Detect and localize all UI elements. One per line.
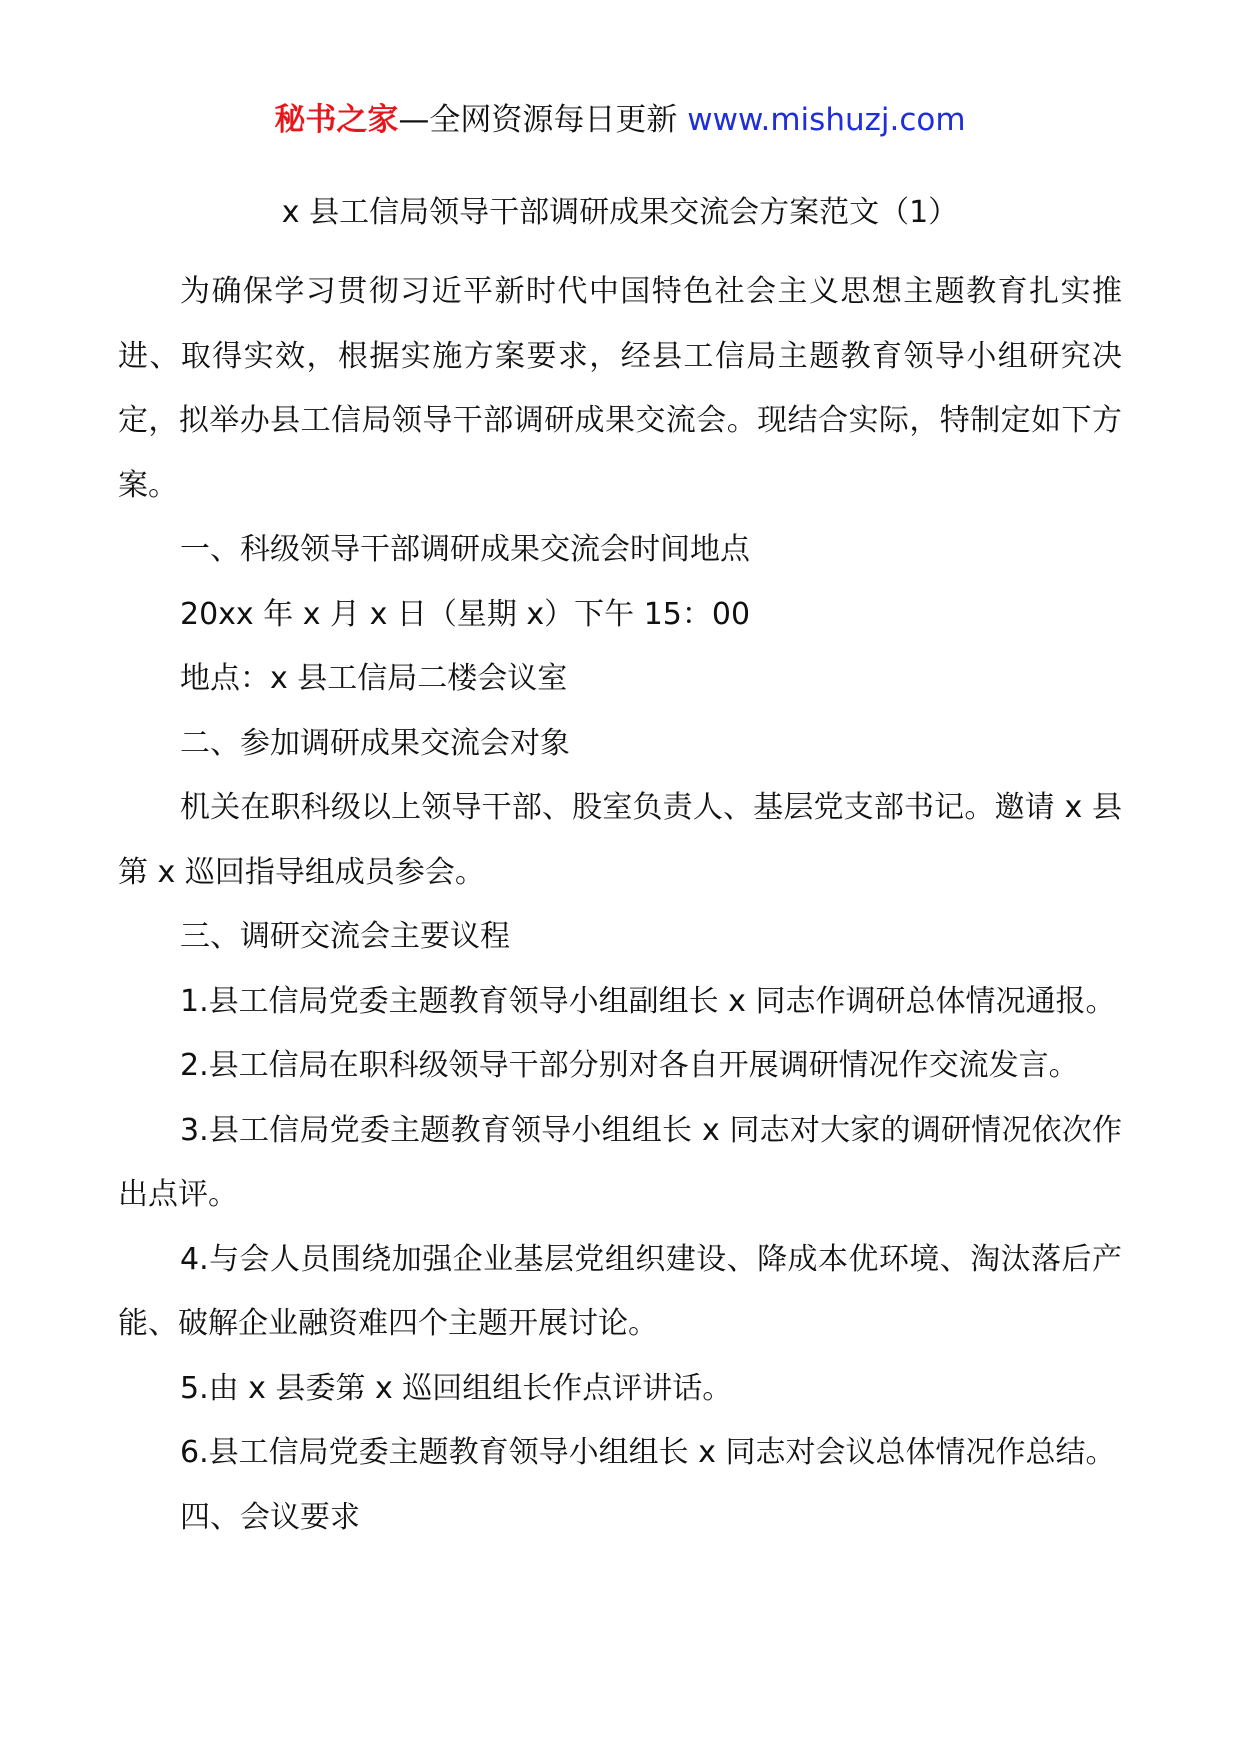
agenda-item: 5.由 x 县委第 x 巡回组组长作点评讲话。 bbox=[180, 1370, 733, 1406]
section-heading-agenda: 三、调研交流会主要议程 bbox=[180, 919, 510, 954]
brand-name: 秘书之家 bbox=[274, 102, 399, 138]
header-tagline: —全网资源每日更新 bbox=[398, 102, 688, 138]
agenda-item: 2.县工信局在职科级领导干部分别对各自开展调研情况作交流发言。 bbox=[180, 1048, 1079, 1083]
meeting-time: 20xx 年 x 月 x 日（星期 x）下午 15：00 bbox=[180, 596, 751, 632]
site-header bbox=[0, 100, 1240, 140]
document-body bbox=[118, 260, 1122, 1550]
agenda-item: 1.县工信局党委主题教育领导小组副组长 x 同志作调研总体情况通报。 bbox=[180, 983, 1116, 1019]
agenda-item: 4.与会人员围绕加强企业基层党组织建设、降成本优环境、淘汰落后产能、破解企业融资难四个主题开展讨论。 bbox=[118, 1241, 1122, 1341]
document-title: x 县工信局领导干部调研成果交流会方案范文（1） bbox=[281, 195, 959, 230]
intro-paragraph: 为确保学习贯彻习近平新时代中国特色社会主义思想主题教育扎实推进、取得实效，根据实施方案要求，经县工信局主题教育领导小组研究决定，拟举办县工信局领导干部调研成果交流会。现结合实际，特制定如下方案。 bbox=[118, 274, 1122, 503]
section-heading-requirements: 四、会议要求 bbox=[180, 1499, 360, 1535]
attendees-paragraph: 机关在职科级以上领导干部、股室负责人、基层党支部书记。邀请 x 县第 x 巡回指导组成员参会。 bbox=[118, 790, 1122, 890]
section-heading-attendees: 二、参加调研成果交流会对象 bbox=[180, 725, 570, 761]
meeting-place: 地点：x 县工信局二楼会议室 bbox=[180, 661, 568, 696]
section-heading-time-place: 一、科级领导干部调研成果交流会时间地点 bbox=[180, 532, 750, 567]
site-url-link[interactable]: www.mishuzj.com bbox=[687, 102, 966, 138]
agenda-item: 6.县工信局党委主题教育领导小组组长 x 同志对会议总体情况作总结。 bbox=[180, 1435, 1116, 1470]
agenda-item: 3.县工信局党委主题教育领导小组组长 x 同志对大家的调研情况依次作出点评。 bbox=[118, 1112, 1122, 1212]
